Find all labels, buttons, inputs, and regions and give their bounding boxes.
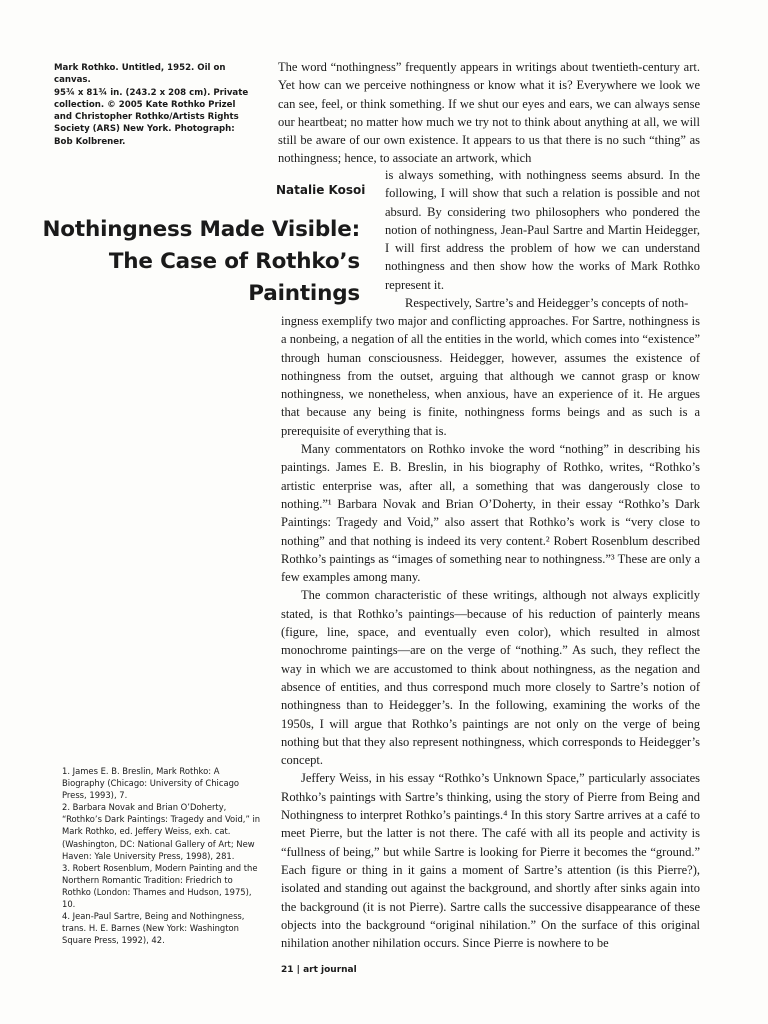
body-paragraph: The common characteristic of these writings, although not always explicitly stated, is that Rothko’s paintings—because of his reduction of painterly means (figure, line, space, and eventually even color), which resulted in almost monochrome paintings—are on the verge of “nothing.” As such, they reflect the way in which we are accustomed to think about nothingness, as the negation and absence of entities, and thus correspond much more closely to Sartre’s notion of nothingness than to Heidegger’s. In the following, examining the works of the 1950s, I will argue that Rothko’s paintings are not only on the verge of being nothing but that they also represent nothingness, which corresponds to Heidegger’s concept. [281,588,700,768]
author-name: Natalie Kosoi [276,183,366,197]
figure-caption [54,62,259,148]
article-title [43,214,360,310]
body-paragraph: Many commentators on Rothko invoke the word “nothing” in describing his paintings. James E. B. Breslin, in his biography of Rothko, writes, “Rothko’s artistic enterprise was, after all, a something that was dangerously close to nothing.”¹ Barbara Novak and Brian O’Doherty, in their essay “Rothko’s Dark Paintings: Tragedy and Void,” also assert that Rothko’s work is “very close to nothing” and that nothing is indeed its very content.² Robert Rosenblum described Rothko’s paintings as “images of something near to nothingness.”³ These are only a few examples among many. [281,442,700,585]
title-line-3: Paintings [248,281,360,306]
footnotes [62,765,262,946]
caption-line: and Christopher Rothko/Artists Rights [54,112,239,123]
side-paragraph: is always something, with nothingness seems absurd. In the following, I will show that such a relation is possible and not absurd. By considering two philosophers who pondered the notion of nothingness, Jean-Paul Sartre and Martin Heidegger, I will first address the problem of how we can understand nothingness and then show how the works of Mark Rothko represent it. [385,168,700,292]
journal-name: art journal [303,965,357,975]
footnote: 4. Jean-Paul Sartre, Being and Nothingness, trans. H. E. Barnes (New York: Washington Square Press, 1992), 42. [62,911,245,946]
footnote: 1. James E. B. Breslin, Mark Rothko: A Biography (Chicago: University of Chicago Press, 1993), 7. [62,766,240,801]
title-line-1: Nothingness Made Visible: [42,217,360,242]
side-column-text [385,166,700,312]
body-text [281,312,700,952]
footer-divider: | [296,965,304,975]
intro-paragraph [278,58,700,168]
side-paragraph-2: Respectively, Sartre’s and Heidegger’s concepts of noth- [405,296,689,311]
page-number: 21 [281,965,294,975]
caption-line: Mark Rothko. Untitled, 1952. Oil on canvas. [54,63,226,86]
title-line-2: The Case of Rothko’s [108,249,360,274]
caption-line: Society (ARS) New York. Photograph: [54,124,235,135]
body-paragraph: ingness exemplify two major and conflicting approaches. For Sartre, nothingness is a nonbeing, a negation of all the entities in the world, which comes into “existence” through human consciousness. Heidegger, however, assumes the existence of nothingness from the outset, arguing that although we cannot grasp or know nothingness, we nonetheless, when anxious, have an experience of it. He argues that because any being is finite, nothingness forms beings and as such is a prerequisite of everything that is. [281,314,700,438]
intro-text: The word “nothingness” frequently appears in writings about twentieth-century art. Yet how can we perceive nothingness or know what it is? Everywhere we look we can see, feel, or think something. If we shut our eyes and ears, we can always sense our heartbeat; no matter how much we try not to think about anything at all, we will still be aware of our own existence. It appears to us that there is no such “thing” as nothingness; hence, to associate an artwork, which [278,60,700,166]
caption-line: 95¾ x 81¾ in. (243.2 x 208 cm). Private [54,87,249,98]
body-paragraph: Jeffery Weiss, in his essay “Rothko’s Unknown Space,” particularly associates Rothko’s paintings with Sartre’s thinking, using the story of Pierre from Being and Nothingness to interpret Rothko’s paintings.⁴ In this story Sartre arrives at a café to meet Pierre, but the latter is not there. The café with all its people and activity is “fullness of being,” but while Sartre is looking for Pierre it becomes the “ground.” Each figure or thing in it gains a moment of Sartre’s attention (is this Pierre?), isolated and standing out against the background, and shortly after sinks again into the background (it is not Pierre). Sartre calls the successive disappearance of these objects into the background “original nihilation.” On the surface of this original nihilation another nihilation occurs. Since Pierre is nowhere to be [281,771,700,951]
page-footer [281,965,357,975]
caption-line: collection. © 2005 Kate Rothko Prizel [54,99,236,110]
footnote: 2. Barbara Novak and Brian O’Doherty, “Rothko’s Dark Paintings: Tragedy and Void,” in Mark Rothko, ed. Jeffery Weiss, exh. cat. (Washington, DC: National Gallery of Art; New Haven: Yale University Press, 1998), 281. [62,802,261,861]
caption-line: Bob Kolbrener. [54,136,126,147]
footnote: 3. Robert Rosenblum, Modern Painting and the Northern Romantic Tradition: Friedrich to Rothko (London: Thames and Hudson, 1975), 10. [62,862,258,910]
